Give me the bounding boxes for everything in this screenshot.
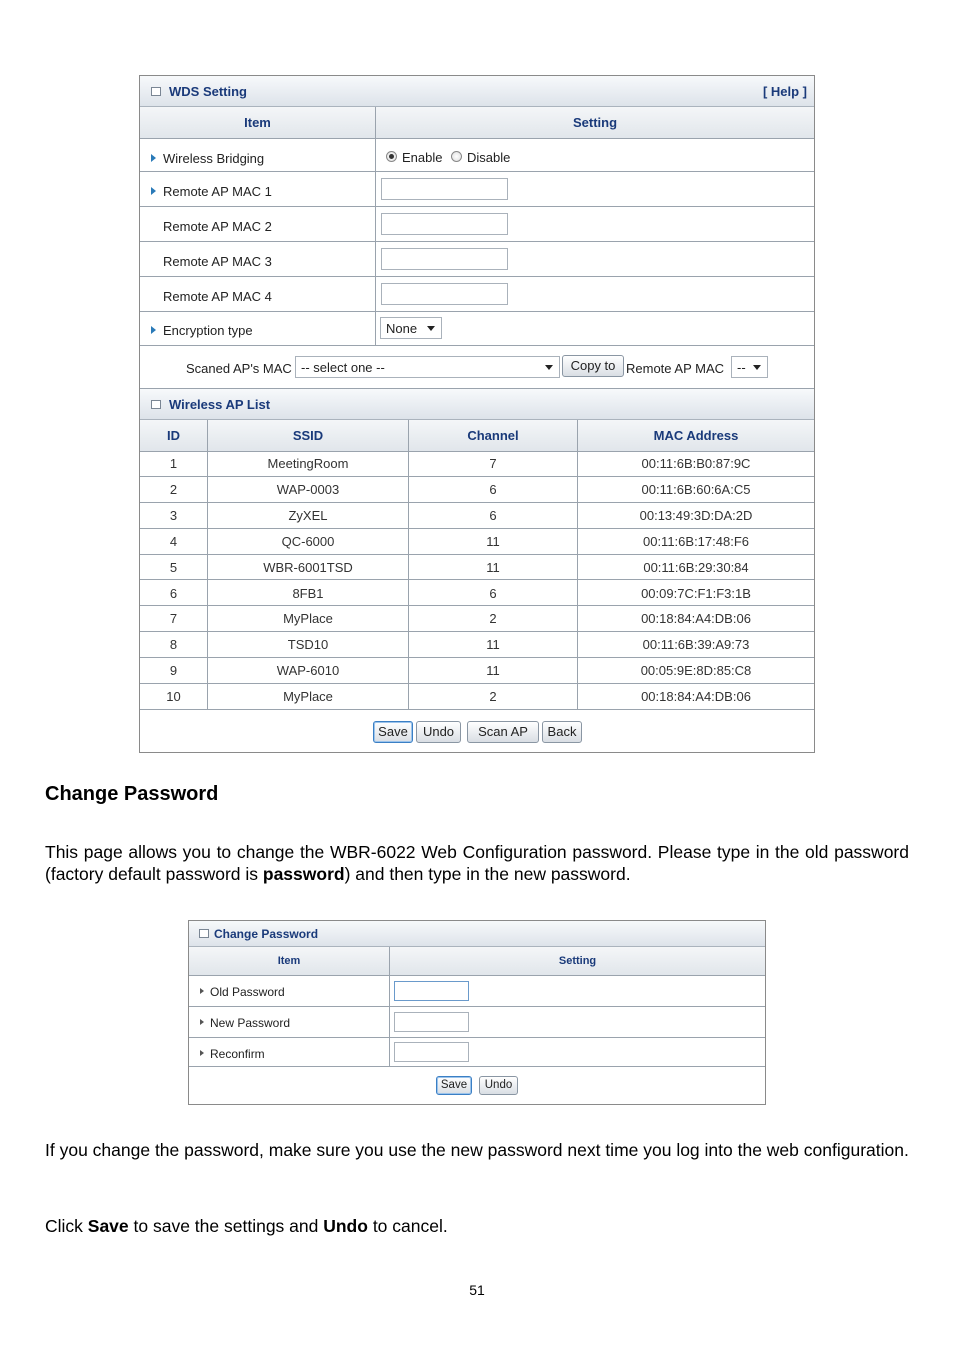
col-mac-address: MAC Address [653,428,739,443]
old-password-label: Old Password [210,985,285,999]
section-heading: Change Password [45,783,219,805]
row-channel-cell: 11 [486,663,500,679]
bullet-icon [200,1019,204,1025]
remote-ap-mac2-input[interactable] [381,213,508,235]
col-item: Item [244,115,271,130]
remote-ap-mac4-input[interactable] [381,283,508,305]
panel-icon [151,87,161,96]
chevron-down-icon [427,326,435,331]
row-mac-cell: 00:11:6B:39:A9:73 [642,637,750,653]
wds-title: WDS Setting [169,84,247,99]
intro-paragraph: This page allows you to change the WBR-6022 Web Configuration password. Please type in the old password (factory default password is password) and then type in the new password. [45,842,909,884]
cp-save-button[interactable]: Save [436,1076,472,1095]
remote-ap-mac-label: Remote AP MAC [626,361,725,376]
row-id-cell: 5 [169,559,178,575]
cp-table-header [189,947,765,976]
chevron-down-icon [753,365,761,370]
row-id-cell: 8 [169,637,178,653]
row-channel-cell: 7 [489,456,497,471]
row-reconfirm [189,1038,765,1067]
remote-ap-mac2-label: Remote AP MAC 2 [163,219,272,234]
scanned-ap-select[interactable]: -- select one -- [295,356,560,378]
back-button[interactable]: Back [542,721,582,743]
chevron-down-icon [545,365,553,370]
row-ssid-cell: TSD10 [287,637,329,653]
row-id-cell: 7 [169,611,178,627]
row-ssid-cell: MyPlace [283,689,333,705]
row-id-cell: 2 [169,481,178,497]
row-id-cell: 10 [166,689,181,705]
row-ssid-cell: WAP-0003 [276,481,340,497]
col-setting: Setting [558,955,597,967]
row-channel-cell: 11 [486,637,500,653]
enable-radio[interactable] [386,151,397,162]
row-id-cell: 9 [169,663,178,679]
row-ssid-cell: WAP-6010 [276,663,340,679]
disable-label: Disable [467,150,511,165]
click-instructions: Click Save to save the settings and Undo to cancel. [45,1216,448,1236]
row-ssid-cell: ZyXEL [288,507,328,523]
col-channel: Channel [467,428,519,443]
ap-list-title: Wireless AP List [169,397,271,412]
page-number: 51 [469,1282,485,1298]
col-id: ID [167,428,180,443]
row-channel-cell: 11 [486,533,500,549]
row-id-cell: 1 [169,456,178,471]
change-password-panel [188,920,766,1105]
bullet-icon [200,1050,204,1056]
row-ssid-cell: MeetingRoom [267,456,349,471]
scanned-ap-mac-label: Scaned AP's MAC [186,361,292,376]
ap-list-header [140,420,814,452]
wds-setting-panel [139,75,815,753]
remote-ap-mac3-input[interactable] [381,248,508,270]
row-mac-cell: 00:11:6B:B0:87:9C [641,456,751,471]
undo-button[interactable]: Undo [416,721,461,743]
reconfirm-label: Reconfirm [210,1047,265,1061]
row-channel-cell: 6 [489,507,497,523]
copy-to-button[interactable]: Copy to [562,355,624,377]
remote-ap-mac1-label: Remote AP MAC 1 [163,184,272,199]
row-mac-cell: 00:09:7C:F1:F3:1B [641,585,751,601]
row-ssid-cell: WBR-6001TSD [263,559,353,575]
bullet-icon [151,187,156,195]
row-mac-cell: 00:13:49:3D:DA:2D [639,507,753,523]
row-mac-cell: 00:11:6B:60:6A:C5 [641,481,751,497]
remote-ap-mac1-input[interactable] [381,178,508,200]
cp-title: Change Password [214,927,319,941]
help-link[interactable]: [ Help ] [762,84,807,99]
col-setting: Setting [572,115,618,130]
row-mac-cell: 00:18:84:A4:DB:06 [641,611,751,627]
cp-title-bar [189,921,765,947]
wireless-bridging-label: Wireless Bridging [163,151,265,166]
row-mac-cell: 00:18:84:A4:DB:06 [641,689,751,705]
enable-label: Enable [402,150,443,165]
remote-ap-mac4-label: Remote AP MAC 4 [163,289,272,304]
col-ssid: SSID [292,428,324,443]
remote-ap-mac3-label: Remote AP MAC 3 [163,254,272,269]
row-channel-cell: 6 [489,585,497,601]
wds-table-header [140,107,814,139]
ap-list-title-bar [140,389,814,420]
row-ssid-cell: QC-6000 [281,533,335,549]
encryption-type-select[interactable]: None [380,317,442,339]
panel-icon [199,929,209,938]
row-id-cell: 6 [169,585,178,601]
new-password-input[interactable] [394,1012,469,1032]
row-ssid-cell: MyPlace [283,611,333,627]
cp-undo-button[interactable]: Undo [479,1076,518,1095]
row-id-cell: 4 [169,533,178,549]
bullet-icon [200,988,204,994]
scan-ap-button[interactable]: Scan AP [467,721,539,743]
row-channel-cell: 2 [489,611,497,627]
new-password-label: New Password [210,1016,291,1030]
row-ssid-cell: 8FB1 [292,585,324,601]
row-channel-cell: 11 [486,559,500,575]
panel-icon [151,400,161,409]
row-mac-cell: 00:05:9E:8D:85:C8 [640,663,752,679]
save-button[interactable]: Save [373,721,413,743]
wds-title-bar [140,76,814,107]
encryption-type-label: Encryption type [163,323,253,338]
bullet-icon [151,326,156,334]
old-password-input[interactable] [394,981,469,1001]
note-paragraph: If you change the password, make sure you use the new password next time you log into the web configuration. [45,1140,909,1160]
row-channel-cell: 6 [489,481,497,497]
row-id-cell: 3 [169,507,178,523]
col-item: Item [277,955,301,967]
row-mac-cell: 00:11:6B:29:30:84 [643,559,749,575]
row-mac-cell: 00:11:6B:17:48:F6 [642,533,749,549]
disable-radio[interactable] [451,151,462,162]
bullet-icon [151,154,156,162]
remote-ap-mac-select[interactable]: -- [731,356,768,378]
reconfirm-input[interactable] [394,1042,469,1062]
row-channel-cell: 2 [489,689,497,705]
